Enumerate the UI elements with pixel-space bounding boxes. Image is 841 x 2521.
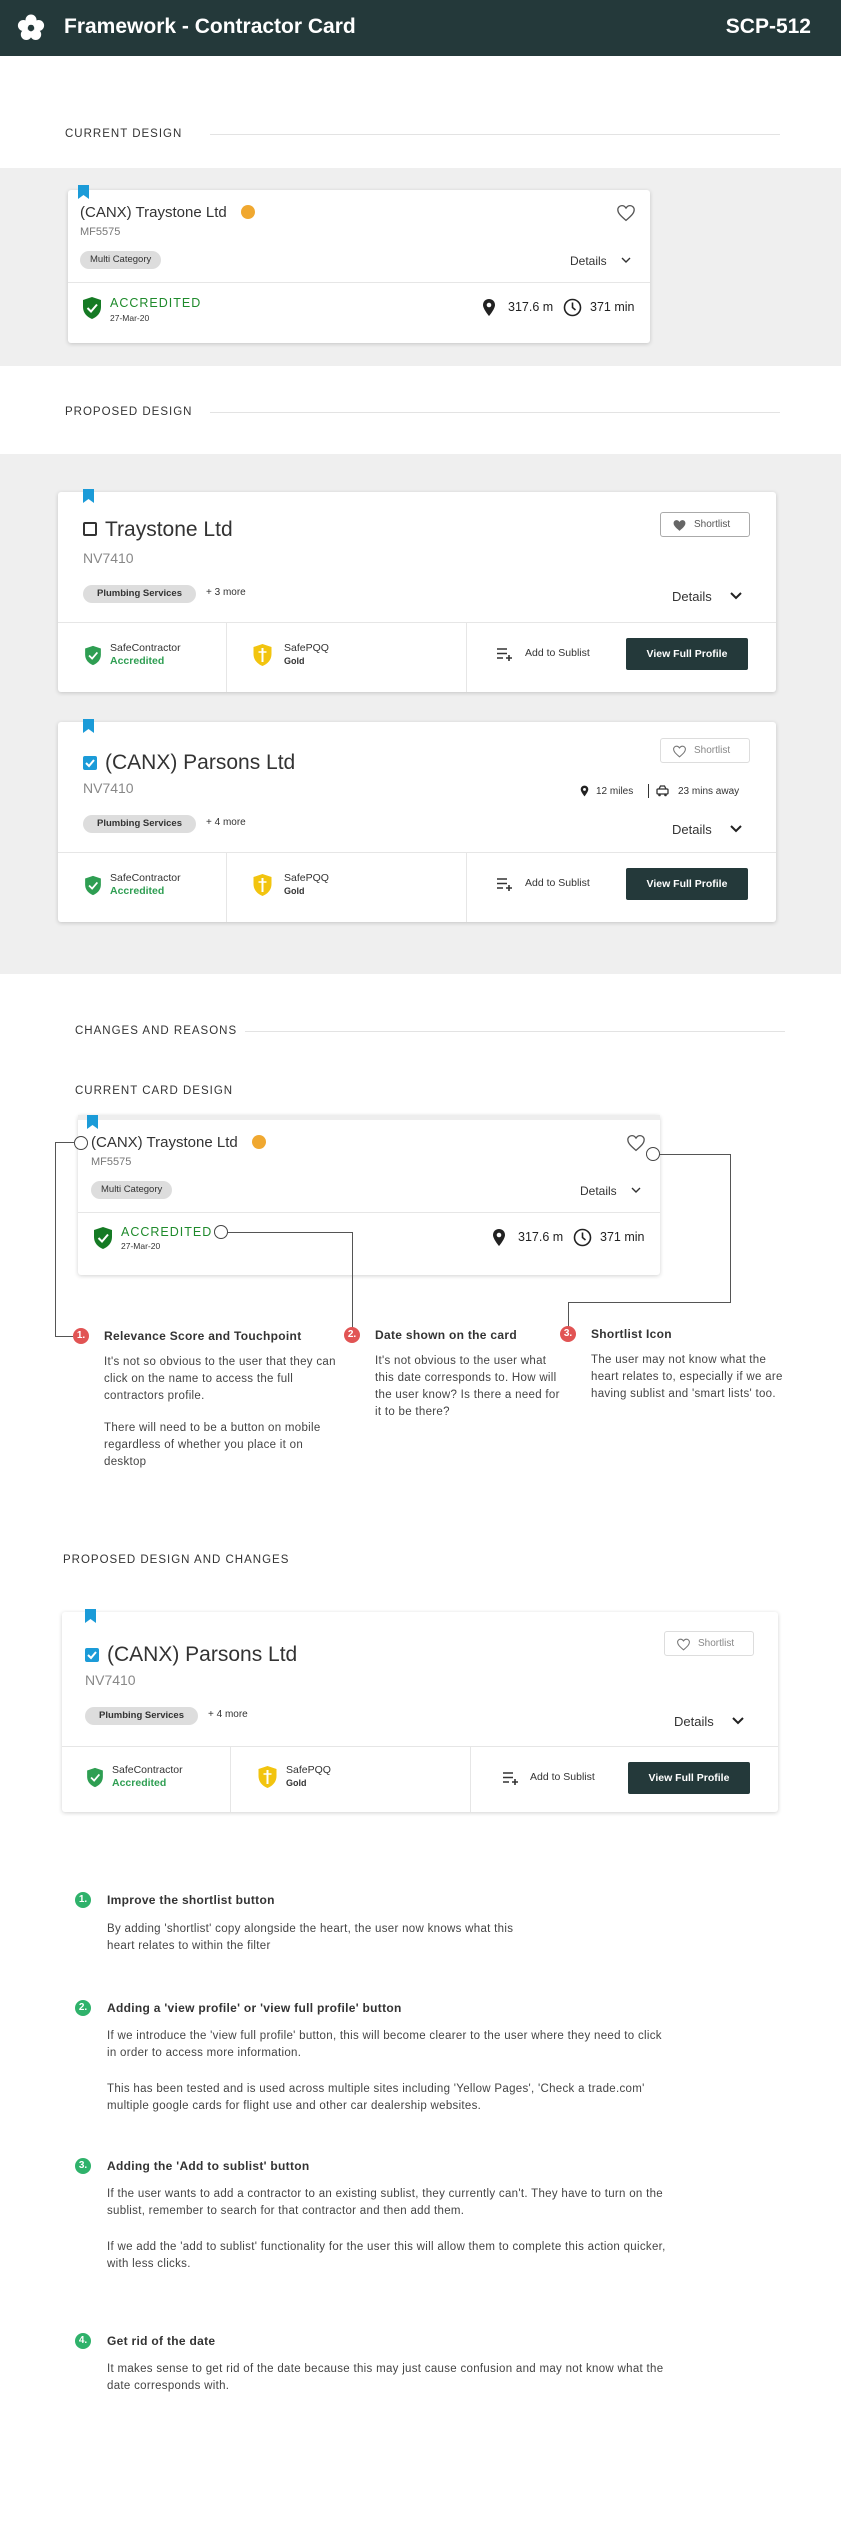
change-paragraph: If we introduce the 'view full profile' button, this will become clearer to the user where they need to click in order to access more information. <box>107 2030 662 2059</box>
view-full-profile-button[interactable]: View Full Profile <box>626 638 748 670</box>
annotation-line <box>730 1154 731 1302</box>
more-categories-link[interactable]: + 4 more <box>206 817 246 828</box>
section-proposed-design-and-changes: PROPOSED DESIGN AND CHANGES <box>63 1554 290 1566</box>
accreditation-status: ACCREDITED <box>121 1225 213 1239</box>
note-paragraph: It's not so obvious to the user that they can click on the name to access the full contractors profile. <box>104 1356 336 1402</box>
change-paragraph: This has been tested and is used across multiple sites including 'Yellow Pages', 'Check a trade.com' multiple google cards for flight use and other car dealership websites. <box>107 2083 645 2112</box>
heart-filled-icon <box>672 519 687 532</box>
bookmark-icon <box>78 185 89 199</box>
section-current-design: CURRENT DESIGN <box>65 128 183 140</box>
column-divider <box>226 623 227 692</box>
annotation-line <box>55 1336 73 1337</box>
change-body <box>107 2186 667 2273</box>
safepqq-label: SafePQQ <box>286 1764 331 1776</box>
note-number-badge: 2. <box>344 1327 360 1343</box>
annotation-line <box>660 1154 730 1155</box>
contractor-id: NV7410 <box>85 1672 136 1688</box>
contractor-name[interactable]: (CANX) Traystone Ltd <box>80 204 227 221</box>
section-divider <box>245 1031 785 1032</box>
safepqq-label: SafePQQ <box>284 872 329 884</box>
change-paragraph: By adding 'shortlist' copy alongside the heart, the user now knows what this heart relates to within the filter <box>107 1923 514 1952</box>
more-categories-link[interactable]: + 4 more <box>208 1709 248 1720</box>
safecontractor-label: SafeContractor <box>110 872 181 884</box>
change-paragraph: It makes sense to get rid of the date because this may just cause confusion and may not know what the date corresponds with. <box>107 2363 664 2392</box>
heart-icon[interactable] <box>616 204 636 222</box>
shortlist-button[interactable] <box>660 512 750 537</box>
category-pill: Plumbing Services <box>85 1707 198 1725</box>
details-toggle-label[interactable]: Details <box>570 254 607 268</box>
note-paragraph: It's not obvious to the user what this date corresponds to. How will the user know? Is there a need for it to be there? <box>375 1355 560 1418</box>
card-divider <box>78 1212 660 1213</box>
annotation-pointer-3 <box>646 1147 660 1161</box>
safepqq-level: Gold <box>284 656 305 666</box>
safepqq-shield-icon <box>257 1765 278 1789</box>
page-title: Framework - Contractor Card <box>64 15 356 38</box>
distance-value: 317.6 m <box>508 300 554 314</box>
card-divider <box>58 852 776 853</box>
shield-check-icon <box>86 1767 104 1788</box>
safecontractor-label: SafeContractor <box>110 642 181 654</box>
heart-icon[interactable] <box>626 1134 646 1152</box>
checkbox-checked-icon[interactable] <box>85 1648 99 1662</box>
accreditation-status: ACCREDITED <box>110 296 202 310</box>
note-number-badge: 1. <box>73 1328 89 1344</box>
annotation-pointer-2 <box>214 1225 228 1239</box>
column-divider <box>230 1747 231 1812</box>
category-pill: Plumbing Services <box>83 585 196 603</box>
distance-value: 12 miles <box>596 786 634 797</box>
card-top-strip <box>78 1115 660 1120</box>
relevance-score-icon <box>241 205 255 219</box>
bookmark-icon <box>83 719 94 733</box>
add-to-sublist-button[interactable]: Add to Sublist <box>530 1771 595 1783</box>
contractor-name[interactable]: (CANX) Parsons Ltd <box>105 751 296 774</box>
category-pill: Plumbing Services <box>83 815 196 833</box>
safecontractor-status: Accredited <box>110 655 165 667</box>
bookmark-icon <box>87 1115 98 1129</box>
column-divider <box>470 1747 471 1812</box>
change-body <box>107 1921 537 1955</box>
metric-separator <box>648 784 649 798</box>
contractor-id: MF5575 <box>80 226 121 238</box>
contractor-id: NV7410 <box>83 550 134 566</box>
shortlist-label: Shortlist <box>694 745 731 756</box>
heart-icon <box>672 745 687 758</box>
change-paragraph: If the user wants to add a contractor to an existing sublist, they currently can't. They have to turn on the sublist, remember to search for that contractor and then add them. <box>107 2188 664 2217</box>
section-current-card-design: CURRENT CARD DESIGN <box>75 1085 234 1097</box>
details-toggle-label[interactable]: Details <box>580 1184 617 1198</box>
section-proposed-design: PROPOSED DESIGN <box>65 406 193 418</box>
change-title: Adding a 'view profile' or 'view full profile' button <box>107 2001 402 2015</box>
card-divider <box>68 282 650 283</box>
accreditation-date: 27-Mar-20 <box>110 313 150 323</box>
annotation-line <box>228 1232 353 1233</box>
chevron-down-icon[interactable] <box>730 591 742 600</box>
column-divider <box>226 853 227 922</box>
note-number-badge: 3. <box>560 1326 576 1342</box>
details-toggle-label[interactable]: Details <box>674 1714 714 1729</box>
add-to-sublist-button[interactable]: Add to Sublist <box>525 647 590 659</box>
contractor-name[interactable]: Traystone Ltd <box>105 518 233 541</box>
category-pill: Multi Category <box>91 1181 172 1199</box>
change-number-badge: 2. <box>75 2000 91 2016</box>
section-changes-and-reasons: CHANGES AND REASONS <box>75 1025 238 1037</box>
note-paragraph: There will need to be a button on mobile regardless of whether you place it on desktop <box>104 1422 321 1468</box>
safepqq-level: Gold <box>284 886 305 896</box>
heart-icon <box>676 1638 691 1651</box>
note-title: Relevance Score and Touchpoint <box>104 1329 302 1343</box>
car-icon <box>656 785 669 797</box>
card-divider <box>58 622 776 623</box>
view-full-profile-button[interactable]: View Full Profile <box>628 1762 750 1794</box>
change-title: Improve the shortlist button <box>107 1893 275 1907</box>
safecontractor-status: Accredited <box>110 885 165 897</box>
chevron-down-icon[interactable] <box>621 256 631 264</box>
annotation-line <box>55 1142 56 1336</box>
proposed-contractor-card-1 <box>58 492 776 692</box>
note-title: Date shown on the card <box>375 1328 517 1342</box>
safecontractor-status: Accredited <box>112 1777 167 1789</box>
location-pin-icon <box>482 298 496 317</box>
change-title: Get rid of the date <box>107 2334 216 2348</box>
ticket-code: SCP-512 <box>725 15 811 38</box>
column-divider <box>466 623 467 692</box>
change-number-badge: 3. <box>75 2158 91 2174</box>
details-toggle-label[interactable]: Details <box>672 822 712 837</box>
checkbox-checked-icon[interactable] <box>83 756 97 770</box>
change-number-badge: 4. <box>75 2333 91 2349</box>
safepqq-shield-icon <box>252 873 273 897</box>
add-to-list-icon[interactable] <box>502 1771 520 1785</box>
shortlist-label: Shortlist <box>694 519 731 530</box>
top-bar <box>0 0 841 56</box>
change-paragraph: If we add the 'add to sublist' functionality for the user this will allow them to complete this action quicker, with less clicks. <box>107 2241 666 2270</box>
time-value: 371 min <box>590 300 635 314</box>
change-body <box>107 2361 667 2395</box>
chevron-down-icon[interactable] <box>730 824 742 833</box>
contractor-id: NV7410 <box>83 780 134 796</box>
safepqq-level: Gold <box>286 1778 307 1788</box>
annotation-line <box>568 1302 731 1303</box>
chevron-down-icon[interactable] <box>631 1186 641 1194</box>
safecontractor-label: SafeContractor <box>112 1764 183 1776</box>
current-contractor-card <box>68 190 650 343</box>
shortlist-button[interactable] <box>664 1631 754 1656</box>
shield-check-icon <box>84 645 102 666</box>
contractor-name[interactable]: (CANX) Parsons Ltd <box>107 1643 298 1666</box>
note-title: Shortlist Icon <box>591 1327 672 1341</box>
category-pill: Multi Category <box>80 251 161 269</box>
annotation-line <box>352 1232 353 1328</box>
section-divider <box>210 134 780 135</box>
annotation-line <box>568 1302 569 1327</box>
bookmark-icon <box>83 489 94 503</box>
more-categories-link[interactable]: + 3 more <box>206 587 246 598</box>
add-to-sublist-button[interactable]: Add to Sublist <box>525 877 590 889</box>
change-title: Adding the 'Add to sublist' button <box>107 2159 310 2173</box>
change-number-badge: 1. <box>75 1892 91 1908</box>
contractor-name[interactable]: (CANX) Traystone Ltd <box>91 1134 238 1151</box>
final-contractor-card <box>62 1612 778 1812</box>
shortlist-button[interactable] <box>660 738 750 763</box>
flower-logo-icon <box>16 13 46 43</box>
bookmark-icon <box>85 1609 96 1623</box>
column-divider <box>466 853 467 922</box>
shield-check-icon <box>82 296 102 320</box>
distance-value: 317.6 m <box>518 1230 564 1244</box>
note-body <box>375 1353 560 1421</box>
contractor-id: MF5575 <box>91 1156 132 1168</box>
select-checkbox[interactable] <box>83 522 97 536</box>
annotated-current-card <box>78 1115 660 1275</box>
shortlist-label: Shortlist <box>698 1638 735 1649</box>
note-paragraph: The user may not know what the heart relates to, especially if we are having sublist and 'smart lists' too. <box>591 1354 783 1400</box>
card-divider <box>62 1746 778 1747</box>
section-divider <box>210 412 780 413</box>
travel-time-value: 23 mins away <box>678 786 740 797</box>
annotation-pointer-1 <box>74 1136 88 1150</box>
proposed-contractor-card-2 <box>58 722 776 922</box>
note-body <box>104 1354 344 1471</box>
clock-icon <box>563 298 582 317</box>
chevron-down-icon[interactable] <box>732 1716 744 1725</box>
add-to-list-icon[interactable] <box>496 647 514 661</box>
time-value: 371 min <box>600 1230 645 1244</box>
view-full-profile-button[interactable]: View Full Profile <box>626 868 748 900</box>
clock-icon <box>573 1228 592 1247</box>
annotation-line <box>55 1142 75 1143</box>
add-to-list-icon[interactable] <box>496 877 514 891</box>
details-toggle-label[interactable]: Details <box>672 589 712 604</box>
note-body <box>591 1352 791 1403</box>
safepqq-shield-icon <box>252 643 273 667</box>
location-pin-icon <box>492 1228 506 1247</box>
location-pin-icon <box>580 785 589 797</box>
shield-check-icon <box>93 1226 113 1250</box>
change-body <box>107 2028 667 2115</box>
shield-check-icon <box>84 875 102 896</box>
relevance-score-icon <box>252 1135 266 1149</box>
safepqq-label: SafePQQ <box>284 642 329 654</box>
accreditation-date: 27-Mar-20 <box>121 1241 161 1251</box>
